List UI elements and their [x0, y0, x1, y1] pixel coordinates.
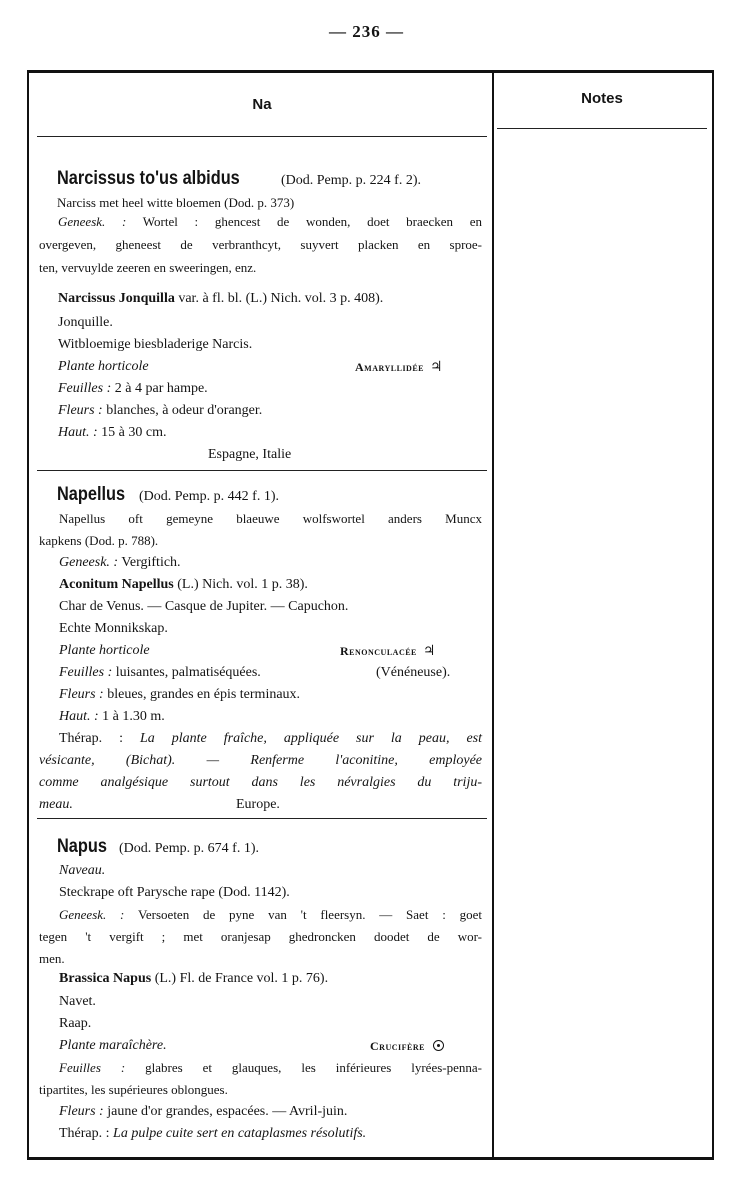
- perennial-icon: ♃: [422, 644, 436, 659]
- text-span: La plante fraîche, appliquée sur la peau, est: [140, 731, 483, 746]
- label-therap: Thérap. :: [59, 731, 124, 746]
- species-reference: (L.) Nich. vol. 1 p. 38).: [177, 577, 308, 592]
- text-line: Steckrape oft Parysche rape (Dod. 1142).: [59, 885, 290, 900]
- entry-heading: [57, 486, 279, 506]
- height-line: [58, 424, 167, 442]
- species-reference: var. à fl. bl. (L.) Nich. vol. 3 p. 408).: [178, 291, 384, 306]
- species-line: [59, 970, 328, 988]
- table-bottom-rule: [27, 1157, 714, 1160]
- text-line: men.: [39, 951, 65, 966]
- species-name: Aconitum Napellus: [59, 577, 174, 592]
- text-line: Naveau.: [59, 863, 106, 878]
- label-geneesk: Geneesk. :: [58, 214, 127, 229]
- toxicity-note: (Vénéneuse).: [376, 665, 451, 680]
- text-line: tipartites, les supérieures oblongues.: [39, 1082, 228, 1097]
- text-span: (Bichat).: [125, 753, 176, 768]
- text-span: vésicante,: [39, 753, 95, 768]
- entry-divider-2: [37, 818, 487, 819]
- text-line: Jonquille.: [58, 315, 113, 330]
- therapy-line: meau.: [39, 797, 73, 812]
- species-name: Brassica Napus: [59, 971, 152, 986]
- family-label: Amaryllidée: [355, 360, 425, 374]
- flowers-line: [58, 402, 262, 420]
- text-line: Char de Venus. — Casque de Jupiter. — Capuchon.: [59, 599, 349, 614]
- label-therap: Thérap. :: [59, 1126, 110, 1141]
- text-span: 1 à 1.30 m.: [102, 709, 165, 724]
- label-geneesk: Geneesk. :: [59, 555, 119, 570]
- text-span: bleues, grandes en épis terminaux.: [107, 687, 301, 702]
- leaves-line: [58, 380, 208, 398]
- text-span: — Renferme l'aconitine, employée: [206, 753, 483, 768]
- entry-reference: (Dod. Pemp. p. 224 f. 2).: [281, 173, 421, 188]
- therapy-line: [39, 752, 482, 770]
- text-line: overgeven, gheneest de verbranthcyt, suyvert placken en sproe-: [39, 237, 482, 252]
- header-rule-notes: [497, 128, 707, 129]
- table-top-rule: [27, 70, 714, 73]
- text-line: [59, 906, 482, 924]
- text-line: [59, 554, 181, 572]
- text-span: 2 à 4 par hampe.: [114, 381, 208, 396]
- species-reference: (L.) Fl. de France vol. 1 p. 76).: [154, 971, 329, 986]
- distribution: Espagne, Italie: [208, 447, 292, 462]
- text-span: Wortel : ghencest de wonden, doet braecken en: [142, 214, 483, 229]
- annual-icon: [433, 1040, 444, 1051]
- column-divider: [492, 70, 494, 1160]
- plant-family: [340, 642, 435, 661]
- text-span: blanches, à odeur d'oranger.: [106, 403, 263, 418]
- label-geneesk: Geneesk. :: [59, 907, 125, 922]
- text-line: Echte Monnikskap.: [59, 621, 168, 636]
- therapy-line: comme analgésique surtout dans les névralgies du triju-: [39, 775, 482, 790]
- species-line: [59, 576, 308, 594]
- leaves-line: [59, 1059, 482, 1077]
- flowers-line: [59, 686, 300, 704]
- entry-divider-1: [37, 470, 487, 471]
- text-span: luisantes, palmatiséquées.: [115, 665, 261, 680]
- plant-category: Plante maraîchère.: [59, 1038, 167, 1053]
- text-line: Narciss met heel witte bloemen (Dod. p. 373): [57, 195, 295, 210]
- species-name: Narcissus Jonquilla: [58, 291, 175, 306]
- entry-reference: (Dod. Pemp. p. 442 f. 1).: [139, 489, 279, 504]
- entry-reference: (Dod. Pemp. p. 674 f. 1).: [119, 841, 259, 856]
- text-line: ten, vervuylde zeeren en sweeringen, enz.: [39, 260, 257, 275]
- entry-title: Napellus: [57, 484, 126, 505]
- header-notes-label: Notes: [581, 90, 623, 107]
- table-left-border: [27, 70, 29, 1160]
- height-line: [59, 708, 165, 726]
- label-feuilles: Feuilles :: [58, 381, 112, 396]
- label-haut: Haut. :: [59, 709, 99, 724]
- text-span: La pulpe cuite sert en cataplasmes résolutifs.: [113, 1126, 367, 1141]
- family-label: Renonculacée: [340, 644, 417, 658]
- text-span: Vergiftich.: [121, 555, 181, 570]
- distribution: Europe.: [236, 797, 280, 812]
- family-label: Crucifère: [370, 1039, 425, 1053]
- flowers-line: [59, 1103, 347, 1121]
- text-line: Navet.: [59, 994, 96, 1009]
- label-fleurs: Fleurs :: [59, 687, 104, 702]
- entry-title: Napus: [57, 836, 107, 857]
- text-line: Witbloemige biesbladerige Narcis.: [58, 337, 253, 352]
- label-fleurs: Fleurs :: [58, 403, 103, 418]
- table-right-border: [712, 70, 714, 1160]
- text-span: Versoeten de pyne van 't fleersyn. — Saet : goet: [137, 907, 482, 922]
- header-main-label: Na: [252, 96, 272, 113]
- label-feuilles: Feuilles :: [59, 665, 113, 680]
- text-line: Napellus oft gemeyne blaeuwe wolfswortel anders Muncx: [59, 511, 482, 526]
- therapy-line: [59, 1125, 366, 1143]
- page-number: — 236 —: [329, 22, 404, 41]
- label-feuilles: Feuilles :: [59, 1060, 126, 1075]
- header-rule-main: [37, 136, 487, 137]
- plant-family: [370, 1037, 444, 1056]
- plant-family: [355, 358, 443, 377]
- text-line: kapkens (Dod. p. 788).: [39, 533, 159, 548]
- leaves-line: [59, 664, 261, 682]
- perennial-icon: ♃: [430, 360, 443, 375]
- plant-category: Plante horticole: [58, 359, 149, 374]
- therapy-line: [59, 730, 482, 748]
- species-line: [58, 290, 383, 308]
- text-line: Raap.: [59, 1016, 92, 1031]
- label-fleurs: Fleurs :: [59, 1104, 104, 1119]
- entry-heading: [57, 838, 259, 858]
- plant-category: Plante horticole: [59, 643, 150, 658]
- entry-heading: [57, 170, 421, 190]
- text-span: jaune d'or grandes, espacées. — Avril-juin.: [107, 1104, 348, 1119]
- label-haut: Haut. :: [58, 425, 98, 440]
- text-span: glabres et glauques, les inférieures lyrées-penna-: [145, 1060, 482, 1075]
- text-span: 15 à 30 cm.: [101, 425, 167, 440]
- entry-title: Narcissus to'us albidus: [57, 168, 240, 189]
- text-line: tegen 't vergift ; met oranjesap ghedroncken doodet de wor-: [39, 929, 482, 944]
- text-line: [58, 213, 482, 231]
